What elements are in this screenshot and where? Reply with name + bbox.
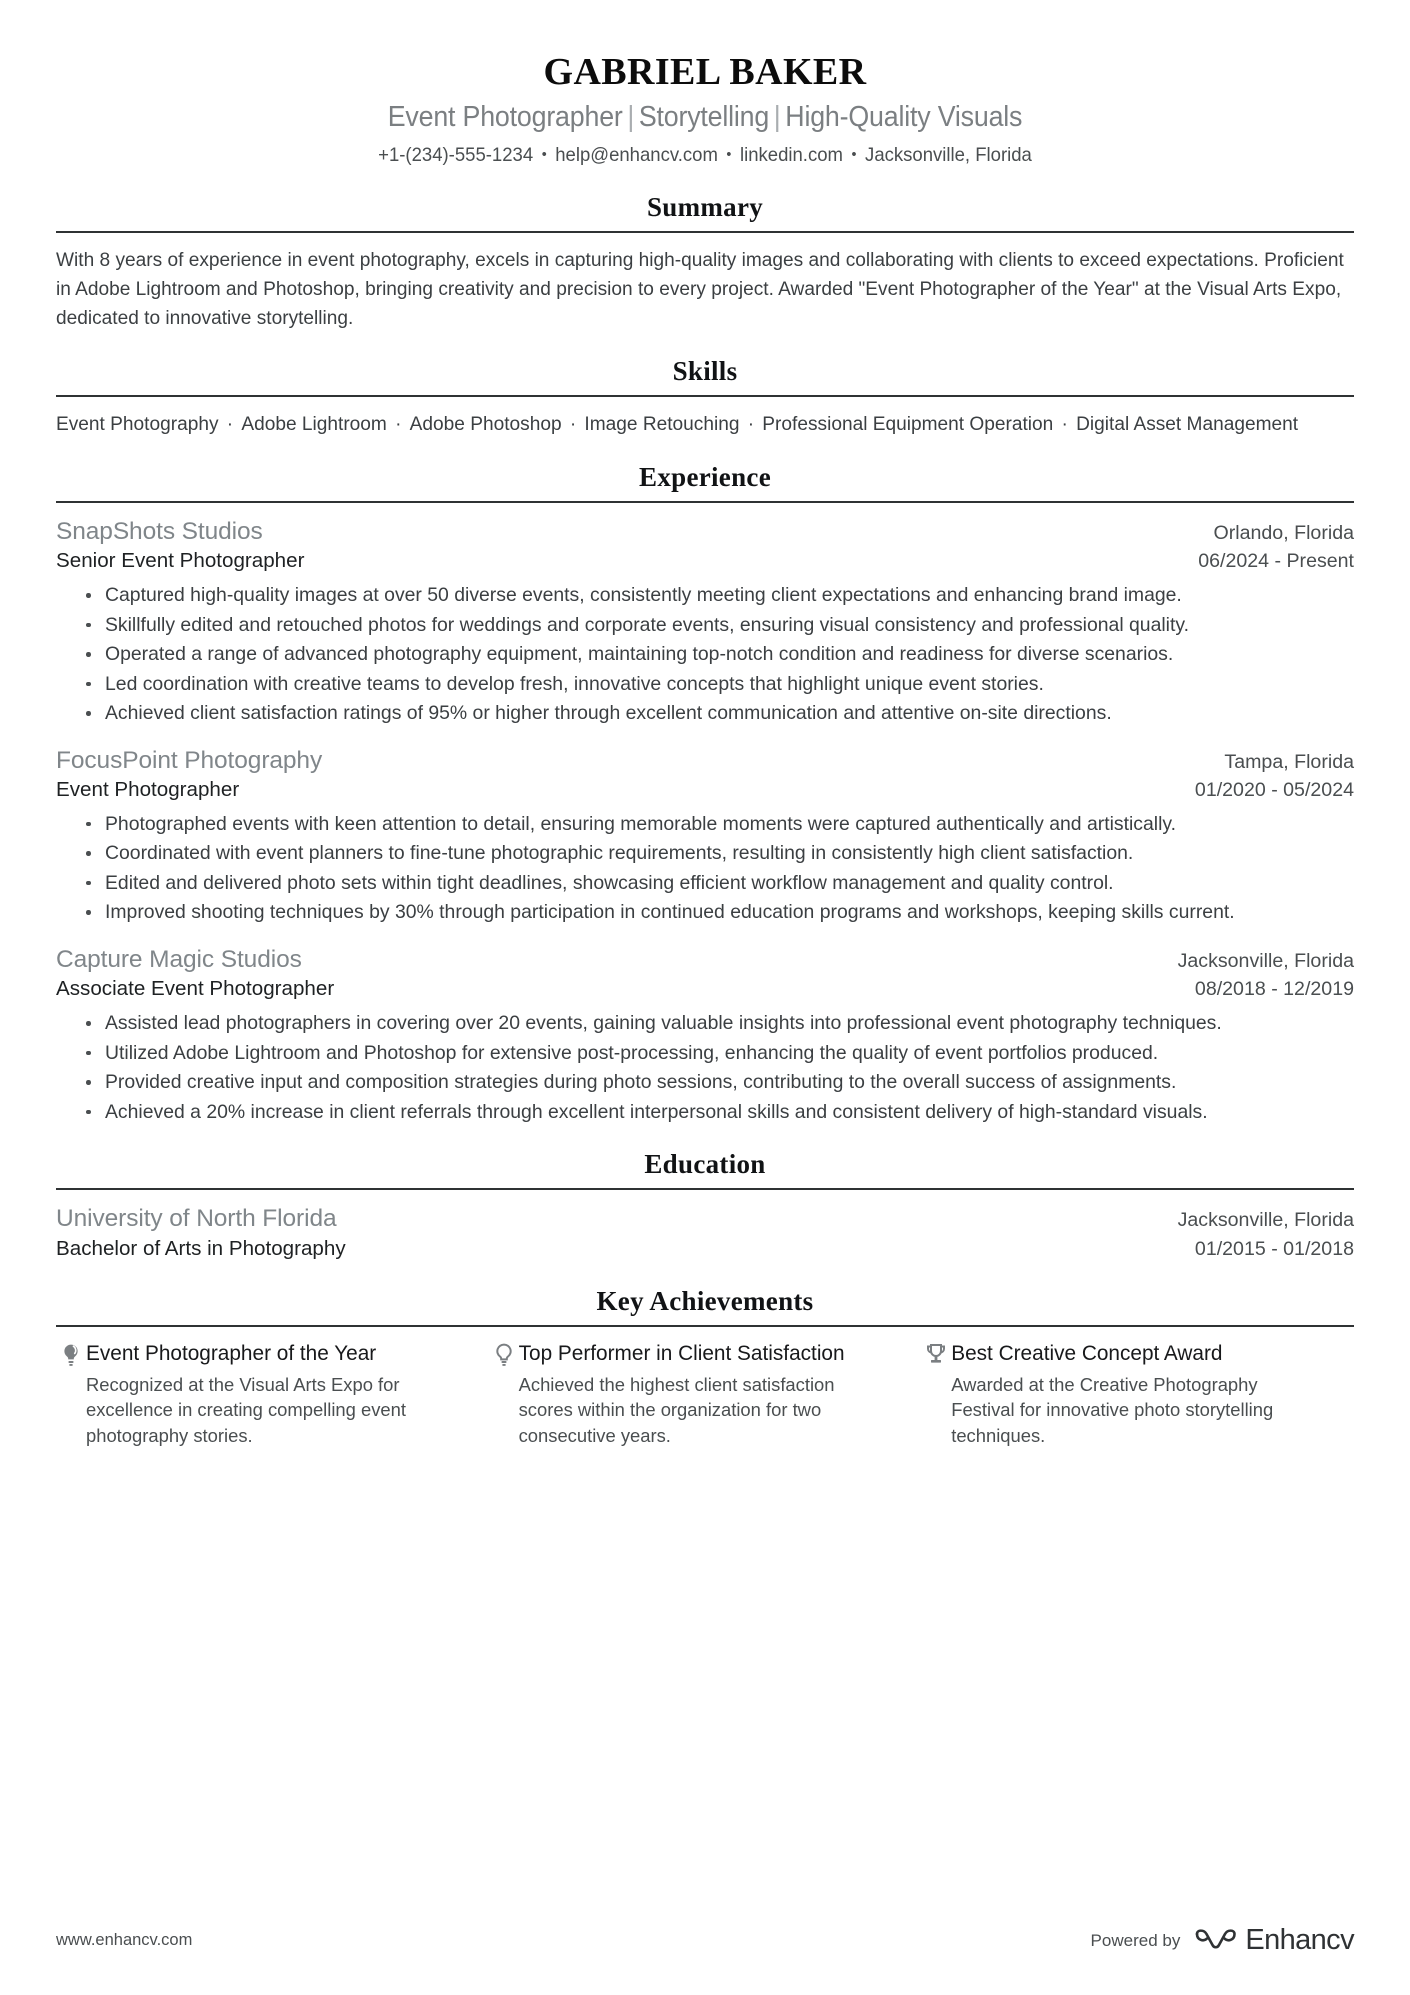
education-entries <box>56 1203 1354 1262</box>
experience-bullet: Assisted lead photographers in covering over 20 events, gaining valuable insights into professional event photography techniques. <box>86 1009 1354 1038</box>
experience-organization: Capture Magic Studios <box>56 945 302 973</box>
headline-part-1: Event Photographer <box>387 100 623 133</box>
experience-job-title: Associate Event Photographer <box>56 977 335 1001</box>
contact-separator-icon: • <box>851 146 857 164</box>
experience-organization: SnapShots Studios <box>56 518 263 546</box>
experience-bullet: Utilized Adobe Lightroom and Photoshop for extensive post-processing, enhancing the quality of event portfolios produced. <box>86 1039 1354 1068</box>
powered-by-label: Powered by <box>1090 1930 1181 1950</box>
footer-brand-group <box>1091 1924 1354 1957</box>
education-entry-subheader <box>56 1236 1354 1263</box>
candidate-name: GABRIEL BAKER <box>543 51 867 93</box>
contact-phone: +1-(234)-555-1234 <box>378 144 534 167</box>
achievement-body <box>951 1340 1296 1448</box>
education-location: Jacksonville, Florida <box>1177 1209 1354 1232</box>
experience-location: Jacksonville, Florida <box>1177 949 1354 972</box>
skill-item: Event Photography <box>56 412 219 435</box>
experience-dates: 06/2024 - Present <box>1198 550 1354 573</box>
enhancv-wordmark: Enhancv <box>1245 1924 1354 1956</box>
experience-entry-header <box>56 516 1354 548</box>
experience-bullet-list <box>56 581 1354 728</box>
skill-separator: · <box>564 412 582 435</box>
skill-separator: · <box>742 412 760 435</box>
experience-bullet: Provided creative input and composition strategies during photo sessions, contributing to the overall success of assignments. <box>86 1068 1354 1097</box>
section-title-achievements: Key Achievements <box>596 1285 814 1316</box>
achievement-item <box>56 1340 489 1448</box>
achievement-title: Event Photographer of the Year <box>86 1341 377 1365</box>
headline-part-3: High-Quality Visuals <box>785 100 1023 133</box>
experience-bullet-list <box>56 810 1354 927</box>
experience-entry-subheader <box>56 976 1354 1003</box>
experience-entry-subheader <box>56 777 1354 804</box>
headline-separator: | <box>773 100 781 133</box>
headline-part-2: Storytelling <box>638 100 770 133</box>
skill-separator: · <box>221 412 239 435</box>
section-summary <box>56 191 1354 333</box>
achievements-grid <box>56 1340 1354 1448</box>
experience-bullet: Improved shooting techniques by 30% through participation in continued education programs and workshops, keeping skills current. <box>86 898 1354 927</box>
section-divider <box>56 501 1354 503</box>
experience-entries <box>56 516 1354 1126</box>
skill-item: Adobe Lightroom <box>241 412 387 435</box>
experience-bullet: Edited and delivered photo sets within tight deadlines, showcasing efficient workflow management and quality control. <box>86 869 1354 898</box>
experience-location: Tampa, Florida <box>1224 750 1354 773</box>
resume-header <box>56 52 1354 169</box>
education-entry <box>56 1203 1354 1262</box>
experience-bullet: Operated a range of advanced photography equipment, maintaining top-notch condition and readiness for diverse scenarios. <box>86 640 1354 669</box>
experience-job-title: Event Photographer <box>56 778 240 802</box>
experience-job-title: Senior Event Photographer <box>56 549 305 573</box>
section-title-education: Education <box>644 1149 766 1180</box>
experience-bullet: Achieved client satisfaction ratings of 95% or higher through excellent communication and attentive on-site directions. <box>86 699 1354 728</box>
headline-separator: | <box>627 100 635 133</box>
experience-entry <box>56 745 1354 927</box>
experience-location: Orlando, Florida <box>1213 522 1354 545</box>
footer-url[interactable]: www.enhancv.com <box>56 1931 193 1949</box>
achievement-body <box>519 1340 864 1448</box>
experience-bullet: Coordinated with event planners to fine-tune photographic requirements, resulting in consistently high client satisfaction. <box>86 839 1354 868</box>
skills-list <box>56 410 1353 439</box>
education-degree: Bachelor of Arts in Photography <box>56 1236 346 1260</box>
trophy-icon <box>921 1340 951 1367</box>
experience-bullet: Captured high-quality images at over 50 diverse events, consistently meeting client expectations and enhancing brand image. <box>86 581 1354 610</box>
education-dates: 01/2015 - 01/2018 <box>1194 1237 1354 1260</box>
achievement-body <box>86 1340 431 1448</box>
page-footer <box>56 1924 1354 1957</box>
lightbulb-filled-icon <box>56 1340 86 1367</box>
section-title-summary: Summary <box>646 191 764 222</box>
achievement-item <box>921 1340 1354 1448</box>
achievement-title: Best Creative Concept Award <box>951 1341 1223 1365</box>
contact-separator-icon: • <box>541 146 547 164</box>
experience-entry-header <box>56 745 1354 777</box>
skill-item: Professional Equipment Operation <box>762 412 1054 435</box>
experience-bullet: Photographed events with keen attention to detail, ensuring memorable moments were captured authentically and artistically. <box>86 810 1354 839</box>
section-education <box>56 1148 1354 1262</box>
skill-separator: · <box>389 412 407 435</box>
section-title-experience: Experience <box>639 461 771 492</box>
enhancv-logo <box>1194 1924 1354 1957</box>
section-experience <box>56 461 1354 1126</box>
contact-linkedin[interactable]: linkedin.com <box>739 144 843 167</box>
experience-bullet: Skillfully edited and retouched photos for weddings and corporate events, ensuring visual consistency and professional quality. <box>86 611 1354 640</box>
experience-entry-header <box>56 944 1354 976</box>
candidate-headline <box>95 100 1315 136</box>
skill-item: Digital Asset Management <box>1076 412 1299 435</box>
achievement-description: Recognized at the Visual Arts Expo for excellence in creating compelling event photography stories. <box>86 1373 406 1446</box>
contact-line <box>88 142 1321 168</box>
section-achievements <box>56 1285 1354 1449</box>
skill-item: Image Retouching <box>584 412 740 435</box>
achievement-description: Awarded at the Creative Photography Festival for innovative photo storytelling techniques. <box>951 1373 1274 1446</box>
achievement-title: Top Performer in Client Satisfaction <box>518 1341 845 1365</box>
skill-separator: · <box>1056 412 1074 435</box>
experience-organization: FocusPoint Photography <box>56 746 323 774</box>
experience-entry-subheader <box>56 548 1354 575</box>
experience-bullet: Led coordination with creative teams to develop fresh, innovative concepts that highlight unique event stories. <box>86 670 1354 699</box>
section-divider <box>56 1325 1354 1327</box>
contact-separator-icon: • <box>726 146 732 164</box>
achievement-item <box>489 1340 922 1448</box>
section-skills <box>56 355 1354 439</box>
education-institution: University of North Florida <box>56 1205 337 1233</box>
skill-item: Adobe Photoshop <box>409 412 562 435</box>
section-title-skills: Skills <box>672 355 738 386</box>
experience-bullet-list <box>56 1009 1354 1126</box>
experience-bullet: Achieved a 20% increase in client referrals through excellent interpersonal skills and consistent delivery of high-standard visuals. <box>86 1098 1354 1127</box>
achievement-description: Achieved the highest client satisfaction scores within the organization for two consecutive years. <box>518 1373 835 1446</box>
section-divider <box>56 1188 1354 1190</box>
experience-dates: 08/2018 - 12/2019 <box>1194 978 1354 1001</box>
experience-entry <box>56 944 1354 1126</box>
enhancv-mark-icon <box>1194 1928 1236 1954</box>
contact-location: Jacksonville, Florida <box>865 144 1032 167</box>
contact-email[interactable]: help@enhancv.com <box>555 144 718 167</box>
summary-text: With 8 years of experience in event photography, excels in capturing high-quality images and collaborating with clients to exceed expectations. Proficient in Adobe Lightroom and Photoshop, bringing creativity and precision to every project. Awarded "Event Photographer of the Year" at the Visual Arts Expo, dedicated to innovative storytelling. <box>56 249 1344 329</box>
experience-entry <box>56 516 1354 728</box>
education-entry-header <box>56 1203 1354 1235</box>
experience-dates: 01/2020 - 05/2024 <box>1194 779 1354 802</box>
section-divider <box>56 395 1354 397</box>
lightbulb-outline-icon <box>489 1340 519 1367</box>
section-divider <box>56 231 1354 233</box>
